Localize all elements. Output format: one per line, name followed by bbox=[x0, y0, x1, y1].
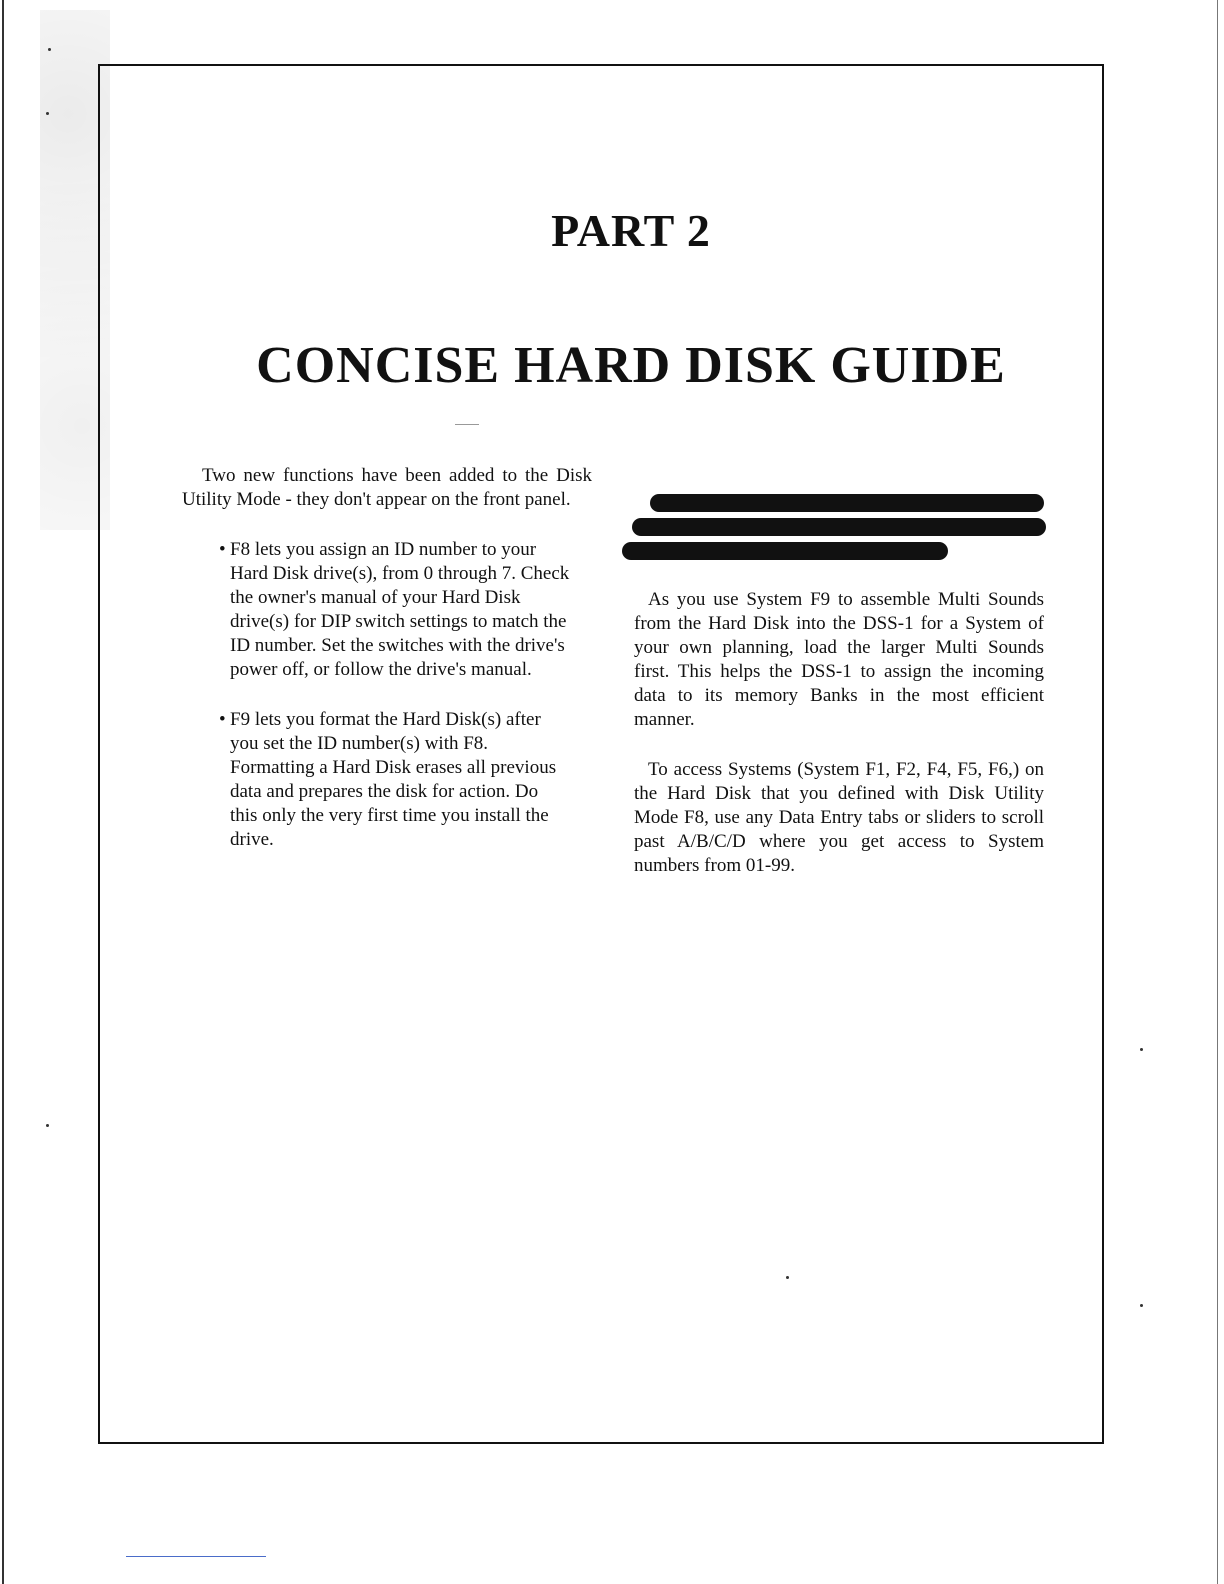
stray-mark bbox=[1140, 1048, 1143, 1051]
divider bbox=[455, 424, 479, 425]
bullet-text: F8 lets you assign an ID number to your Hard Disk drive(s), from 0 through 7. Check the owner's manual of your Hard Disk drive(s) for DIP switch settings to match the ID number. Set the switches with the drive's power off, or follow the drive's manual. bbox=[230, 539, 570, 680]
redaction-bar bbox=[632, 518, 1046, 536]
stray-mark bbox=[48, 48, 51, 51]
redaction-bar bbox=[622, 542, 948, 560]
bullet-marker: • bbox=[219, 709, 226, 730]
stray-mark bbox=[1140, 1304, 1143, 1307]
access-systems-paragraph: To access Systems (System F1, F2, F4, F5, F6,) on the Hard Disk that you defined with Disk Utility Mode F8, use any Data Entry tabs or sliders to scroll past A/B/C/D where you get access to System numbers from 01-99. bbox=[634, 759, 1044, 876]
guide-title: CONCISE HARD DISK GUIDE bbox=[256, 337, 1006, 394]
redaction-bar bbox=[650, 494, 1044, 512]
left-column bbox=[182, 464, 592, 852]
multi-sounds-paragraph: As you use System F9 to assemble Multi Sounds from the Hard Disk into the DSS-1 for a System of your own planning, load the larger Multi Sounds first. This helps the DSS-1 to assign the incoming data to its memory Banks in the most efficient manner. bbox=[634, 589, 1044, 730]
bullet-marker: • bbox=[219, 539, 226, 560]
part-title: PART 2 bbox=[551, 205, 711, 256]
intro-paragraph: Two new functions have been added to the Disk Utility Mode - they don't appear on the front panel. bbox=[182, 465, 592, 510]
right-column bbox=[634, 588, 1044, 878]
stray-mark bbox=[46, 112, 49, 115]
bullet-f8 bbox=[182, 538, 570, 682]
stray-mark bbox=[46, 1124, 49, 1127]
bottom-underline bbox=[126, 1556, 266, 1557]
redacted-text-block bbox=[620, 490, 1050, 564]
bullet-f9 bbox=[182, 708, 570, 852]
bullet-text: F9 lets you format the Hard Disk(s) after you set the ID number(s) with F8. Formatting a Hard Disk erases all previous data and prepares the disk for action. Do this only the very first time you install the drive. bbox=[230, 709, 557, 850]
